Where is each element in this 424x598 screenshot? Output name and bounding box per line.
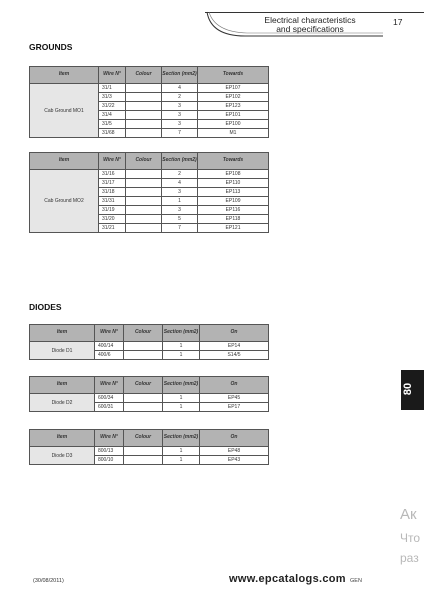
- section-cell: 3: [162, 102, 198, 111]
- section-cell: 1: [163, 342, 200, 351]
- on-cell: EP48: [200, 447, 269, 456]
- wire-cell: 400/6: [95, 351, 124, 360]
- section-tab: [401, 370, 424, 410]
- towards-cell: EP118: [198, 215, 269, 224]
- towards-cell: EP108: [198, 170, 269, 179]
- grounds-table-mo1: [29, 66, 269, 138]
- col-section-header: Section (mm2): [162, 67, 198, 84]
- col-colour-header: Colour: [124, 430, 163, 447]
- on-cell: EP45: [200, 394, 269, 403]
- col-wire-header: Wire N°: [95, 377, 124, 394]
- header-title-line1: Electrical characteristics: [264, 15, 356, 25]
- section-cell: 3: [162, 111, 198, 120]
- col-section-header: Section (mm2): [162, 153, 198, 170]
- col-on-header: On: [200, 377, 269, 394]
- section-cell: 2: [162, 93, 198, 102]
- col-section-header: Section (mm2): [163, 325, 200, 342]
- table-row: [30, 342, 269, 351]
- section-cell: 3: [162, 188, 198, 197]
- colour-cell: [126, 206, 162, 215]
- col-colour-header: Colour: [124, 325, 163, 342]
- grounds-table-mo2: [29, 152, 269, 233]
- colour-cell: [124, 342, 163, 351]
- on-cell: EP17: [200, 403, 269, 412]
- footer-date: (30/08/2011): [33, 578, 64, 584]
- wire-cell: 600/34: [95, 394, 124, 403]
- section-cell: 4: [162, 179, 198, 188]
- colour-cell: [126, 170, 162, 179]
- section-cell: 1: [163, 351, 200, 360]
- header-title: [240, 16, 380, 34]
- item-cell: Diode D3: [30, 447, 95, 465]
- wire-cell: 800/13: [95, 447, 124, 456]
- section-cell: 3: [162, 120, 198, 129]
- item-cell: Diode D1: [30, 342, 95, 360]
- section-cell: 5: [162, 215, 198, 224]
- section-cell: 1: [163, 447, 200, 456]
- wire-cell: 31/17: [99, 179, 126, 188]
- table-header-row: [30, 153, 269, 170]
- footer-watermark-url: www.epcatalogs.com: [229, 573, 346, 585]
- towards-cell: EP121: [198, 224, 269, 233]
- wire-cell: 800/10: [95, 456, 124, 465]
- towards-cell: EP116: [198, 206, 269, 215]
- wire-cell: 31/21: [99, 224, 126, 233]
- colour-cell: [126, 129, 162, 138]
- section-cell: 7: [162, 224, 198, 233]
- wire-cell: 31/18: [99, 188, 126, 197]
- table-header-row: [30, 67, 269, 84]
- section-cell: 2: [162, 170, 198, 179]
- colour-cell: [126, 93, 162, 102]
- footer-brand: GEN: [350, 578, 362, 584]
- colour-cell: [126, 102, 162, 111]
- wire-cell: 31/16: [99, 170, 126, 179]
- diodes-title: DIODES: [29, 302, 62, 312]
- col-colour-header: Colour: [126, 67, 162, 84]
- diodes-table-d3: [29, 429, 269, 465]
- wire-cell: 600/31: [95, 403, 124, 412]
- wire-cell: 400/14: [95, 342, 124, 351]
- header-title-line2: and specifications: [276, 24, 344, 34]
- section-cell: 7: [162, 129, 198, 138]
- wire-cell: 31/20: [99, 215, 126, 224]
- wire-cell: 31/3: [99, 93, 126, 102]
- table-row: [30, 84, 269, 93]
- ghost-text-1: Ак: [400, 506, 417, 523]
- diodes-table-d1: [29, 324, 269, 360]
- towards-cell: EP102: [198, 93, 269, 102]
- wire-cell: 31/1: [99, 84, 126, 93]
- colour-cell: [126, 179, 162, 188]
- section-cell: 1: [162, 197, 198, 206]
- item-cell: Cab Ground MO1: [30, 84, 99, 138]
- towards-cell: M1: [198, 129, 269, 138]
- wire-cell: 31/4: [99, 111, 126, 120]
- item-cell: Cab Ground MO2: [30, 170, 99, 233]
- table-header-row: [30, 377, 269, 394]
- col-wire-header: Wire N°: [99, 153, 126, 170]
- towards-cell: EP101: [198, 111, 269, 120]
- colour-cell: [124, 394, 163, 403]
- col-towards-header: Towards: [198, 67, 269, 84]
- item-cell: Diode D2: [30, 394, 95, 412]
- colour-cell: [126, 188, 162, 197]
- towards-cell: EP113: [198, 188, 269, 197]
- colour-cell: [126, 111, 162, 120]
- col-towards-header: Towards: [198, 153, 269, 170]
- towards-cell: EP107: [198, 84, 269, 93]
- towards-cell: EP100: [198, 120, 269, 129]
- colour-cell: [126, 224, 162, 233]
- wire-cell: 31/31: [99, 197, 126, 206]
- col-colour-header: Colour: [124, 377, 163, 394]
- colour-cell: [124, 447, 163, 456]
- table-row: [30, 394, 269, 403]
- on-cell: EP14: [200, 342, 269, 351]
- col-wire-header: Wire N°: [95, 430, 124, 447]
- col-section-header: Section (mm2): [163, 377, 200, 394]
- colour-cell: [124, 456, 163, 465]
- wire-cell: 31/22: [99, 102, 126, 111]
- grounds-title: GROUNDS: [29, 42, 73, 52]
- colour-cell: [124, 351, 163, 360]
- col-section-header: Section (mm2): [163, 430, 200, 447]
- colour-cell: [124, 403, 163, 412]
- wire-cell: 31/68: [99, 129, 126, 138]
- ghost-text-3: раз: [400, 551, 419, 565]
- col-item-header: Item: [30, 67, 99, 84]
- table-row: [30, 447, 269, 456]
- col-on-header: On: [200, 430, 269, 447]
- table-header-row: [30, 325, 269, 342]
- page-number: 17: [393, 17, 403, 27]
- wire-cell: 31/19: [99, 206, 126, 215]
- table-row: [30, 170, 269, 179]
- col-colour-header: Colour: [126, 153, 162, 170]
- diodes-table-d2: [29, 376, 269, 412]
- on-cell: EP43: [200, 456, 269, 465]
- section-cell: 1: [163, 394, 200, 403]
- colour-cell: [126, 215, 162, 224]
- col-wire-header: Wire N°: [99, 67, 126, 84]
- towards-cell: EP110: [198, 179, 269, 188]
- colour-cell: [126, 120, 162, 129]
- colour-cell: [126, 84, 162, 93]
- ghost-text-2: Что: [400, 531, 421, 545]
- col-item-header: Item: [30, 153, 99, 170]
- col-item-header: Item: [30, 325, 95, 342]
- wire-cell: 31/5: [99, 120, 126, 129]
- section-cell: 1: [163, 456, 200, 465]
- towards-cell: EP123: [198, 102, 269, 111]
- col-wire-header: Wire N°: [95, 325, 124, 342]
- table-header-row: [30, 430, 269, 447]
- on-cell: S14/5: [200, 351, 269, 360]
- section-cell: 4: [162, 84, 198, 93]
- section-cell: 1: [163, 403, 200, 412]
- section-cell: 3: [162, 206, 198, 215]
- col-item-header: Item: [30, 430, 95, 447]
- towards-cell: EP109: [198, 197, 269, 206]
- col-item-header: Item: [30, 377, 95, 394]
- colour-cell: [126, 197, 162, 206]
- col-on-header: On: [200, 325, 269, 342]
- section-tab-label: 80: [402, 382, 415, 396]
